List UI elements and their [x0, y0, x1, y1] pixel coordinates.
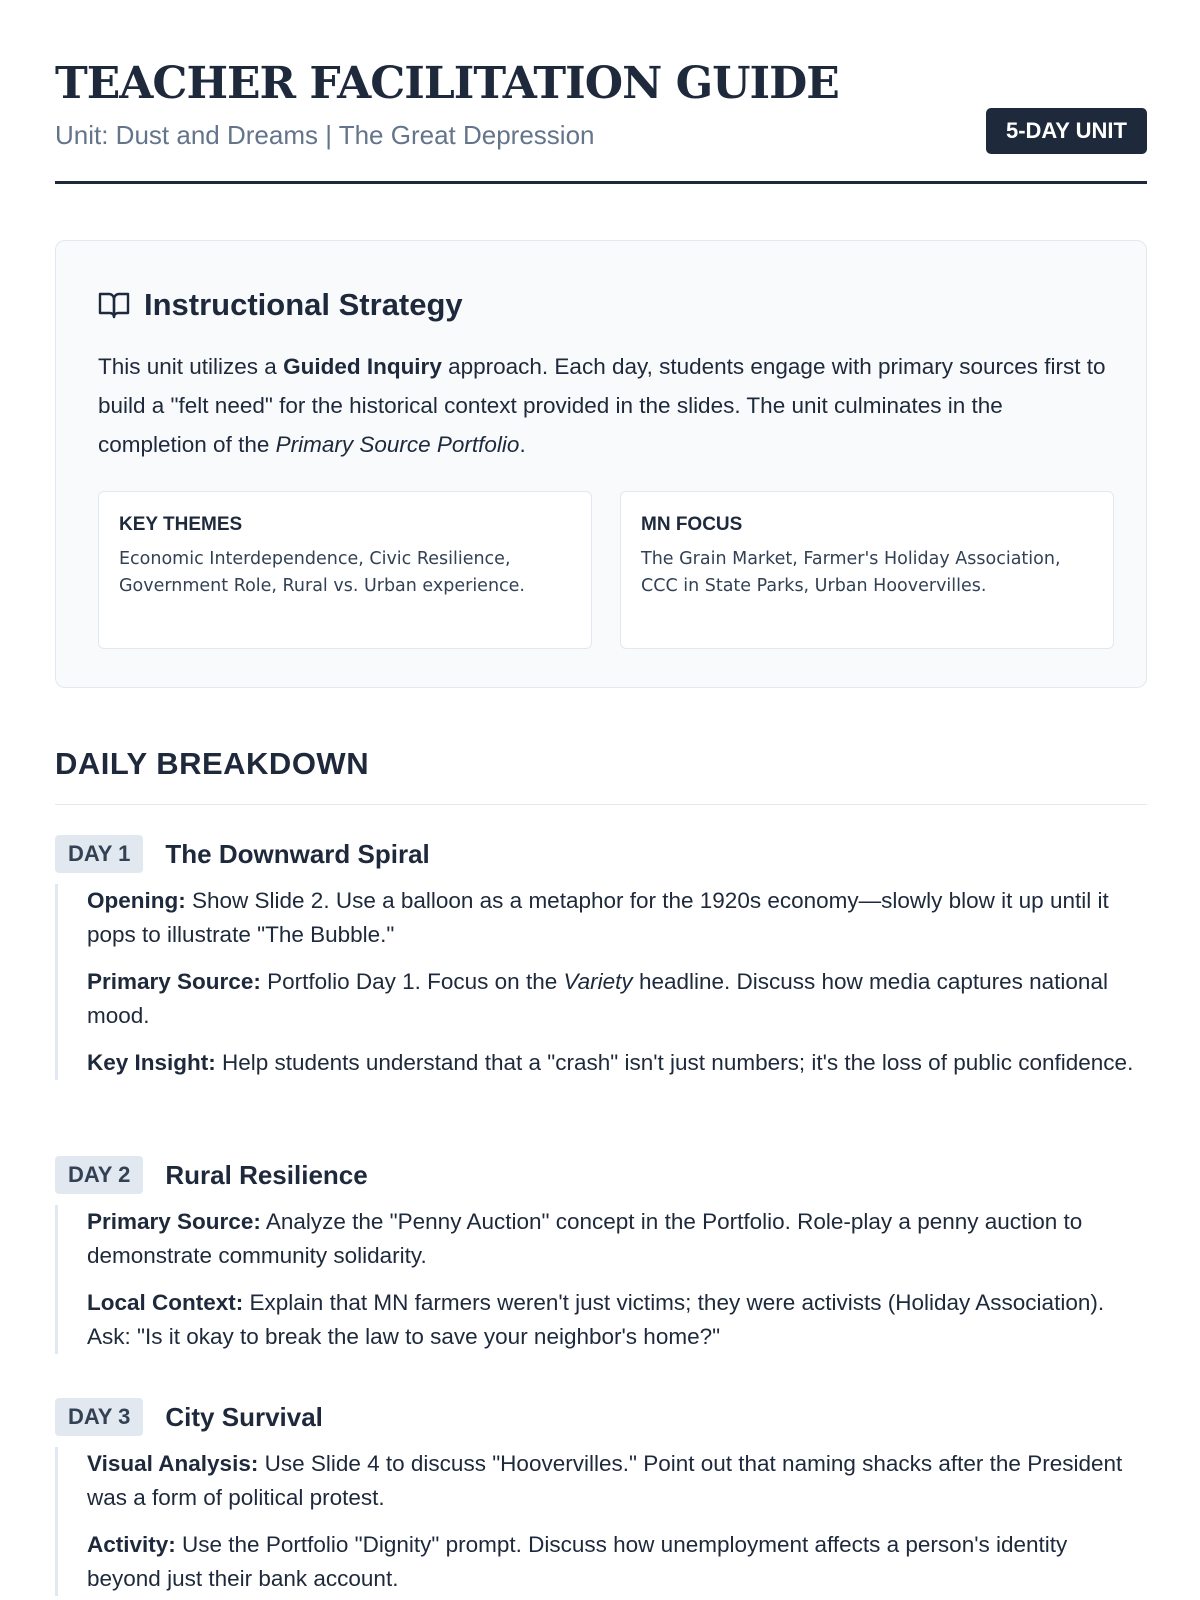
- day-item-text: Help students understand that a "crash" isn't just numbers; it's the loss of public confidence.: [215, 1050, 1134, 1075]
- day-title: City Survival: [165, 1401, 323, 1432]
- day-section: [55, 1397, 1147, 1596]
- unit-subtitle: Unit: Dust and Dreams | The Great Depression: [55, 120, 595, 150]
- day-item-label: Key Insight:: [87, 1050, 216, 1075]
- day-body: [55, 1205, 1147, 1354]
- day-title: Rural Resilience: [165, 1159, 368, 1190]
- day-item: [87, 1286, 1147, 1354]
- day-item: [87, 1447, 1147, 1515]
- strategy-text-part: This unit utilizes a: [98, 354, 284, 379]
- day-item-label: Local Context:: [87, 1290, 244, 1315]
- key-themes-text: Economic Interdependence, Civic Resilience, Government Role, Rural vs. Urban experience.: [119, 549, 525, 596]
- day-badge: DAY 1: [55, 835, 143, 873]
- strategy-title: Instructional Strategy: [144, 287, 463, 322]
- day-item-text: Portfolio Day 1. Focus on the: [260, 969, 564, 994]
- key-themes-label: KEY THEMES: [119, 514, 243, 535]
- day-item: [87, 1205, 1147, 1273]
- day-badge: DAY 3: [55, 1398, 143, 1436]
- mn-focus-box: [620, 491, 1114, 649]
- day-title: The Downward Spiral: [165, 838, 430, 869]
- day-section: [55, 834, 1147, 1080]
- day-item: [87, 884, 1147, 952]
- day-item-text: Use the Portfolio "Dignity" prompt. Discuss how unemployment affects a person's identity beyond just their bank account.: [87, 1532, 1068, 1591]
- day-body: [55, 1447, 1147, 1596]
- day-item-label: Primary Source:: [87, 1209, 261, 1234]
- strategy-text-bold: Guided Inquiry: [283, 354, 442, 379]
- key-themes-box: [98, 491, 592, 649]
- day-item-label: Primary Source:: [87, 969, 261, 994]
- day-item-label: Visual Analysis:: [87, 1451, 259, 1476]
- day-item-text: Show Slide 2. Use a balloon as a metaphor for the 1920s economy—slowly blow it up until it pops to illustrate "The Bubble.": [87, 888, 1109, 947]
- instructional-strategy-card: [55, 240, 1147, 688]
- facilitation-guide-page: [55, 0, 1147, 1591]
- day-header: [55, 834, 1147, 874]
- day-item-label: Opening:: [87, 888, 186, 913]
- day-item-italic: Variety: [563, 969, 633, 994]
- day-item-label: Activity:: [87, 1532, 176, 1557]
- strategy-heading: [98, 287, 463, 323]
- daily-breakdown-heading: DAILY BREAKDOWN: [55, 746, 1147, 805]
- day-badge: DAY 2: [55, 1156, 143, 1194]
- strategy-description: [98, 347, 1108, 464]
- day-body: [55, 884, 1147, 1080]
- page-title: TEACHER FACILITATION GUIDE: [55, 58, 839, 109]
- strategy-text-part: approach. Each day, students engage with primary sources first to build a "felt need" for the historical context provided in the slides. The unit culminates in the completion of the: [98, 354, 1106, 457]
- mn-focus-text: The Grain Market, Farmer's Holiday Association, CCC in State Parks, Urban Hoovervilles.: [641, 549, 1061, 596]
- strategy-text-italic: Primary Source Portfolio: [275, 432, 520, 457]
- day-section: [55, 1155, 1147, 1354]
- mn-focus-label: MN FOCUS: [641, 514, 743, 535]
- day-item: [87, 965, 1147, 1033]
- day-item-text: Analyze the "Penny Auction" concept in the Portfolio. Role-play a penny auction to demonstrate community solidarity.: [87, 1209, 1083, 1268]
- day-item: [87, 1528, 1147, 1596]
- page-header: [55, 0, 1147, 184]
- day-item-text: headline. Discuss how media captures national mood.: [87, 969, 1108, 1028]
- day-header: [55, 1155, 1147, 1195]
- day-item-text: Use Slide 4 to discuss "Hoovervilles." Point out that naming shacks after the President was a form of political protest.: [87, 1451, 1123, 1510]
- day-item: [87, 1046, 1147, 1080]
- unit-length-badge: 5-DAY UNIT: [986, 108, 1147, 154]
- day-item-text: Explain that MN farmers weren't just victims; they were activists (Holiday Association). Ask: "Is it okay to break the law to save your neighbor's home?": [87, 1290, 1105, 1349]
- book-open-icon: [98, 291, 130, 319]
- day-header: [55, 1397, 1147, 1437]
- strategy-text-part: .: [519, 432, 526, 457]
